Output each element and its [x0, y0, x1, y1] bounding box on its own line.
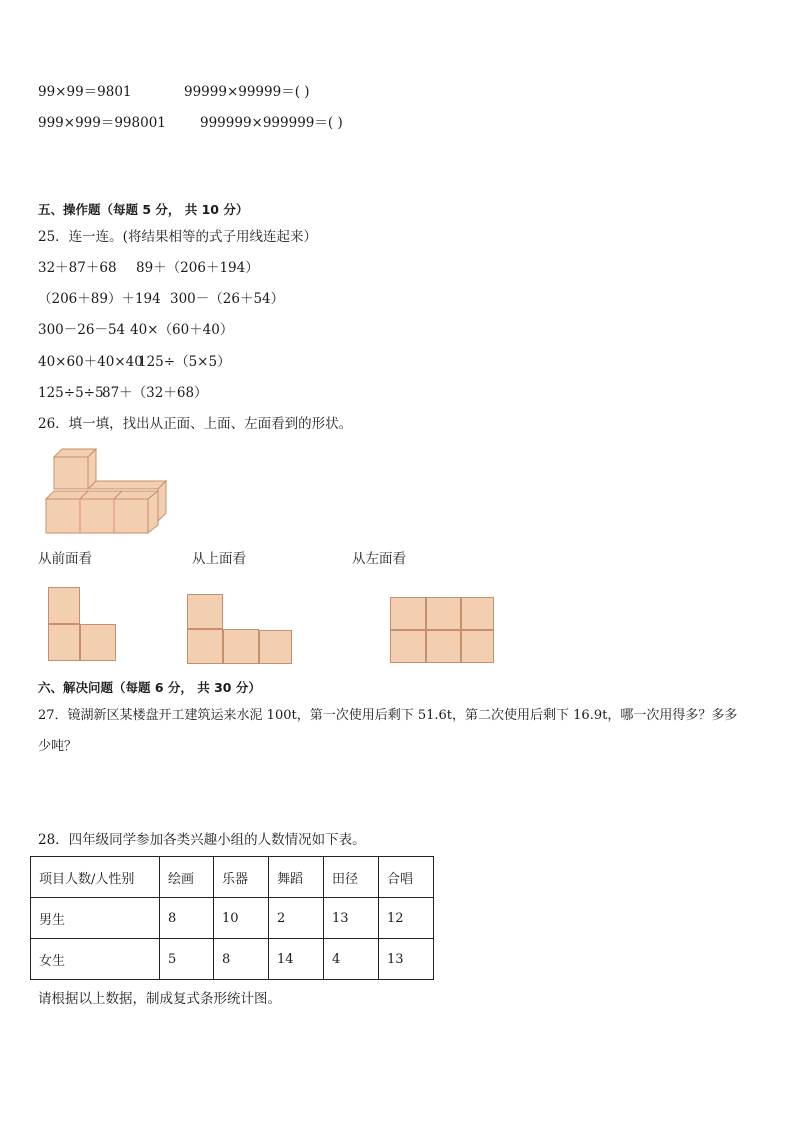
view-square: [223, 629, 259, 664]
q25-right-expr: 87＋（32＋68）: [102, 385, 208, 401]
table-cell: 13: [324, 898, 379, 939]
view-square: [390, 630, 426, 663]
q25-left-expr: 32＋87＋68: [38, 260, 117, 276]
view-square: [48, 587, 80, 624]
table-header-cell: 合唱: [379, 857, 434, 898]
cube-side-face: [148, 491, 158, 533]
q27-line1: 27．镜湖新区某楼盘开工建筑运来水泥 100t，第一次使用后剩下 51.6t，第二次使用后剩下 16.9t，哪一次用得多？多多: [38, 708, 738, 723]
view-square: [187, 594, 223, 629]
table-header-row: [31, 857, 434, 898]
q25-left-expr: 40×60＋40×40: [38, 354, 143, 370]
table-cell: 男生: [31, 898, 160, 939]
pattern-row1-left: 99×99＝9801: [38, 84, 132, 100]
view-square: [461, 597, 494, 630]
cube-stack-figure: [40, 445, 172, 537]
q25-left-expr: （206＋89）＋194: [38, 291, 161, 307]
view-square: [426, 630, 461, 663]
section-five-heading: 五、操作题（每题 5 分， 共 10 分）: [38, 202, 249, 217]
q26-prompt: 26．填一填，找出从正面、上面、左面看到的形状。: [38, 416, 353, 432]
table-cell: 4: [324, 939, 379, 980]
table-header-cell: 舞蹈: [269, 857, 324, 898]
cube-front-face: [46, 499, 80, 533]
table-cell: 8: [160, 898, 214, 939]
interest-group-table: [30, 856, 434, 980]
table-cell: 12: [379, 898, 434, 939]
q25-left-expr: 125÷5÷5: [38, 385, 104, 401]
section-six-heading: 六、解决问题（每题 6 分， 共 30 分）: [38, 680, 261, 695]
q28-instruction: 请根据以上数据，制成复式条形统计图。: [38, 991, 281, 1007]
q25-right-expr: 40×（60＋40）: [130, 322, 234, 338]
q25-right-expr: 89＋（206＋194）: [136, 260, 259, 276]
view-square: [187, 629, 223, 664]
table-cell: 10: [214, 898, 269, 939]
q27-line2: 少吨？: [38, 739, 78, 754]
pattern-row2-left: 999×999＝998001: [38, 115, 166, 131]
table-row: [31, 898, 434, 939]
table-cell: 2: [269, 898, 324, 939]
q25-left-expr: 300－26－54: [38, 322, 126, 338]
table-header-cell: 乐器: [214, 857, 269, 898]
table-header-cell: 田径: [324, 857, 379, 898]
table-cell: 5: [160, 939, 214, 980]
view-square: [461, 630, 494, 663]
q25-prompt: 25．连一连。(将结果相等的式子用线连起来）: [38, 229, 317, 245]
cube-front-face: [114, 499, 148, 533]
view-left-label: 从左面看: [352, 551, 406, 567]
q25-right-expr: 125÷（5×5）: [138, 354, 231, 370]
view-square: [80, 624, 116, 661]
view-square: [390, 597, 426, 630]
view-square: [259, 630, 292, 664]
pattern-row2-right: 999999×999999＝( ): [200, 115, 343, 131]
table-cell: 8: [214, 939, 269, 980]
table-header-cell: 项目人数/人性别: [31, 857, 160, 898]
pattern-row1-right: 99999×99999＝( ): [184, 84, 310, 100]
q28-prompt: 28．四年级同学参加各类兴趣小组的人数情况如下表。: [38, 832, 366, 848]
view-square: [48, 624, 80, 661]
table-row: [31, 939, 434, 980]
table-cell: 女生: [31, 939, 160, 980]
cube-front-face: [80, 499, 114, 533]
view-front-label: 从前面看: [38, 551, 92, 567]
q25-right-expr: 300－（26＋54）: [170, 291, 285, 307]
view-square: [426, 597, 461, 630]
table-header-cell: 绘画: [160, 857, 214, 898]
table-cell: 13: [379, 939, 434, 980]
view-top-label: 从上面看: [192, 551, 246, 567]
table-cell: 14: [269, 939, 324, 980]
cube-front-face: [54, 457, 88, 489]
cube-top-face: [88, 481, 166, 489]
